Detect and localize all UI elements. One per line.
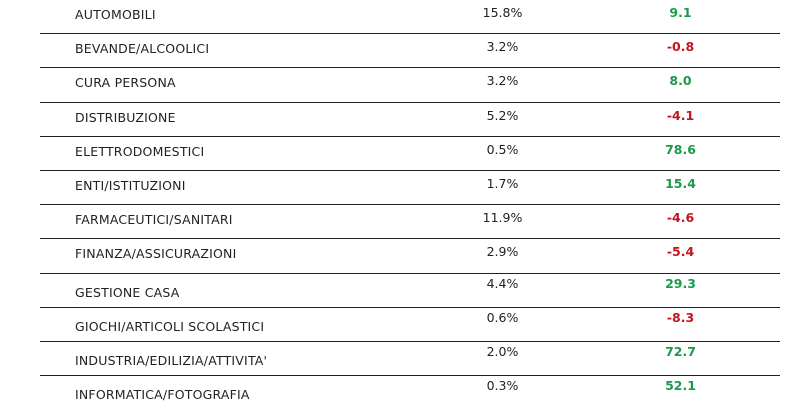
share-value: 0.3% — [486, 378, 519, 394]
share-value: 0.5% — [486, 141, 519, 157]
share-value: 15.8% — [482, 5, 523, 20]
category-name: AUTOMOBILI — [75, 7, 156, 22]
share-value: 5.2% — [486, 107, 519, 123]
category-name: INDUSTRIA/EDILIZIA/ATTIVITA' — [75, 352, 268, 368]
table-row — [40, 376, 780, 410]
variation-value: 9.1 — [669, 5, 692, 20]
table-row — [40, 205, 780, 239]
category-name: GESTIONE CASA — [75, 284, 180, 300]
table-row — [40, 308, 780, 342]
variation-value: 8.0 — [669, 73, 692, 89]
variation-value: -8.3 — [666, 309, 695, 325]
variation-value: 29.3 — [665, 275, 696, 291]
share-value: 11.9% — [482, 210, 523, 226]
category-name: INFORMATICA/FOTOGRAFIA — [75, 387, 250, 403]
variation-value: -5.4 — [666, 244, 695, 260]
category-name: FARMACEUTICI/SANITARI — [75, 212, 233, 228]
share-value: 2.0% — [486, 343, 519, 359]
table-row — [40, 34, 780, 68]
variation-value: -0.8 — [666, 39, 695, 55]
variation-value: -4.1 — [666, 107, 695, 123]
table-row — [40, 68, 780, 102]
sector-table — [40, 0, 780, 410]
variation-value: 52.1 — [665, 378, 696, 394]
category-name: GIOCHI/ARTICOLI SCOLASTICI — [75, 318, 265, 334]
table-row — [40, 274, 780, 308]
table-row — [40, 171, 780, 205]
table-row — [40, 342, 780, 376]
table-row — [40, 0, 780, 34]
share-value: 2.9% — [486, 244, 519, 260]
category-name: ENTI/ISTITUZIONI — [75, 177, 186, 193]
share-value: 0.6% — [486, 309, 519, 325]
category-name: ELETTRODOMESTICI — [75, 143, 205, 159]
variation-value: -4.6 — [666, 210, 695, 226]
share-value: 4.4% — [486, 275, 519, 291]
variation-value: 15.4 — [665, 175, 696, 191]
variation-value: 72.7 — [665, 343, 696, 359]
table-row — [40, 103, 780, 137]
table-row — [40, 239, 780, 273]
category-name: BEVANDE/ALCOOLICI — [75, 41, 210, 57]
share-value: 1.7% — [486, 175, 519, 191]
table-row — [40, 137, 780, 171]
category-name: CURA PERSONA — [75, 75, 176, 91]
category-name: FINANZA/ASSICURAZIONI — [75, 246, 237, 262]
share-value: 3.2% — [486, 39, 519, 55]
variation-value: 78.6 — [665, 141, 696, 157]
share-value: 3.2% — [486, 73, 519, 89]
category-name: DISTRIBUZIONE — [75, 109, 176, 125]
